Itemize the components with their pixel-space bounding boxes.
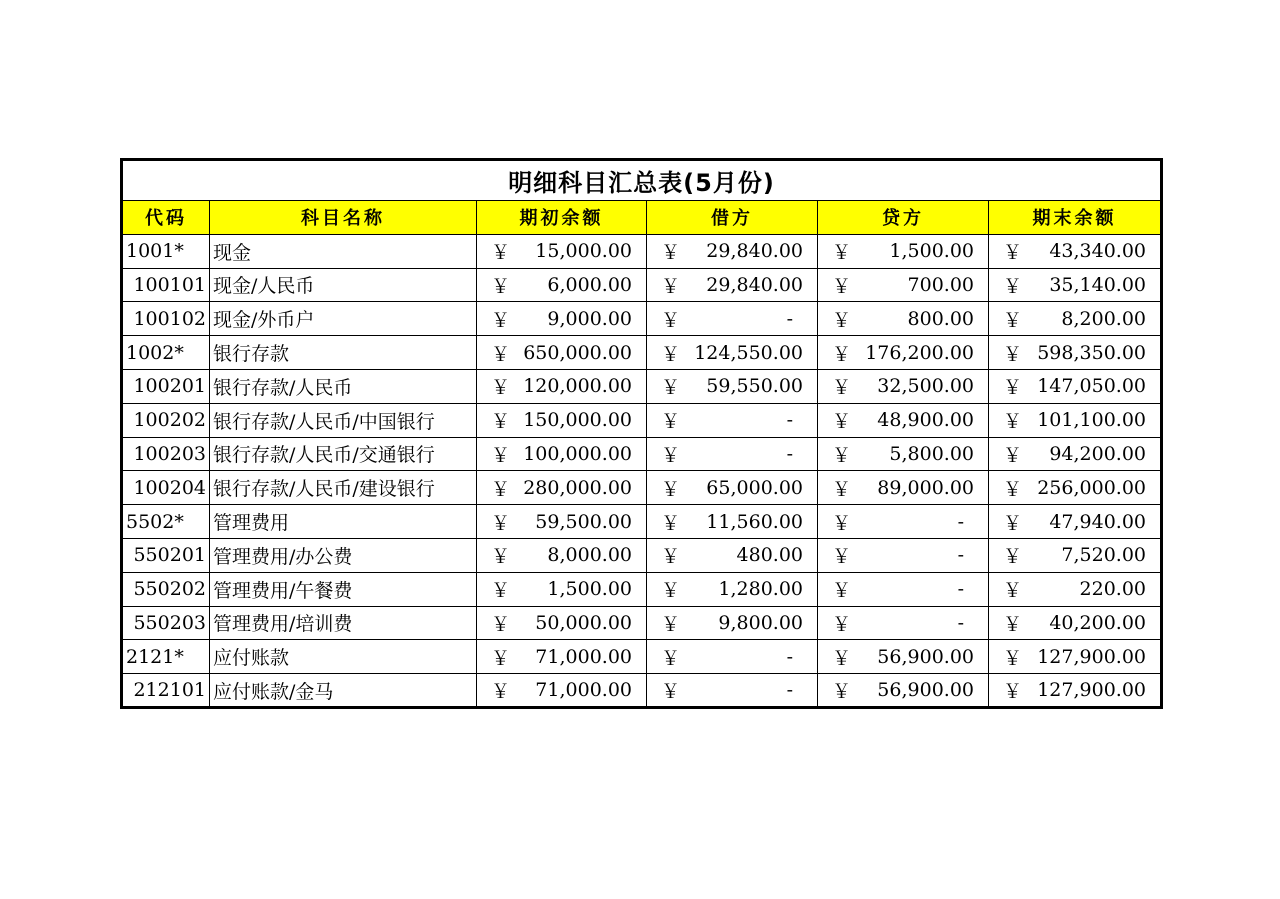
header-account-name: 科目名称 [210, 201, 477, 235]
currency-symbol: ￥ [1003, 376, 1023, 399]
currency-symbol: ￥ [661, 545, 681, 568]
credit-cell [818, 606, 989, 640]
credit-cell [818, 302, 989, 336]
debit-cell [647, 640, 818, 674]
table-row [122, 234, 1162, 268]
account-code-cell: 1002* [122, 336, 210, 370]
currency-symbol: ￥ [661, 579, 681, 602]
closing-balance-cell [989, 403, 1162, 437]
credit-cell [818, 403, 989, 437]
amount-value: 124,550.00 [694, 341, 803, 364]
amount-value: 256,000.00 [1037, 476, 1147, 499]
account-code-cell: 212101 [122, 674, 210, 708]
currency-symbol: ￥ [661, 309, 681, 332]
amount-value: 56,900.00 [877, 645, 974, 668]
amount-value: 1,500.00 [547, 578, 632, 601]
currency-symbol: ￥ [1003, 647, 1023, 670]
table-row [122, 437, 1162, 471]
amount-value: - [786, 307, 793, 330]
currency-symbol: ￥ [661, 241, 681, 264]
credit-cell [818, 674, 989, 708]
currency-symbol: ￥ [661, 478, 681, 501]
currency-symbol: ￥ [832, 478, 852, 501]
amount-value: 59,550.00 [706, 375, 803, 398]
amount-value: - [957, 510, 964, 533]
amount-value: 5,800.00 [889, 442, 974, 465]
opening-balance-cell [477, 606, 647, 640]
debit-cell [647, 471, 818, 505]
currency-symbol: ￥ [491, 343, 511, 366]
currency-symbol: ￥ [661, 444, 681, 467]
account-name-cell: 管理费用 [210, 505, 477, 539]
account-name-cell: 现金/外币户 [210, 302, 477, 336]
debit-cell [647, 302, 818, 336]
amount-value: 176,200.00 [865, 341, 974, 364]
debit-cell [647, 674, 818, 708]
currency-symbol: ￥ [661, 680, 681, 703]
currency-symbol: ￥ [832, 680, 852, 703]
currency-symbol: ￥ [832, 376, 852, 399]
account-code-cell: 550201 [122, 538, 210, 572]
amount-value: 65,000.00 [706, 476, 803, 499]
amount-value: 127,900.00 [1037, 679, 1147, 702]
amount-value: 35,140.00 [1049, 273, 1147, 296]
opening-balance-cell [477, 234, 647, 268]
currency-symbol: ￥ [832, 613, 852, 636]
closing-balance-cell [989, 336, 1162, 370]
debit-cell [647, 606, 818, 640]
debit-cell [647, 403, 818, 437]
account-code-cell: 550202 [122, 572, 210, 606]
header-debit: 借方 [647, 201, 818, 235]
credit-cell [818, 369, 989, 403]
amount-value: 71,000.00 [535, 679, 632, 702]
credit-cell [818, 505, 989, 539]
debit-cell [647, 538, 818, 572]
amount-value: 9,800.00 [718, 611, 803, 634]
opening-balance-cell [477, 471, 647, 505]
currency-symbol: ￥ [491, 680, 511, 703]
amount-value: 280,000.00 [523, 476, 632, 499]
currency-symbol: ￥ [1003, 410, 1023, 433]
account-name-cell: 银行存款 [210, 336, 477, 370]
closing-balance-cell [989, 437, 1162, 471]
closing-balance-cell [989, 505, 1162, 539]
opening-balance-cell [477, 674, 647, 708]
currency-symbol: ￥ [832, 410, 852, 433]
account-code-cell: 550203 [122, 606, 210, 640]
currency-symbol: ￥ [491, 309, 511, 332]
account-code-cell: 1001* [122, 234, 210, 268]
currency-symbol: ￥ [661, 512, 681, 535]
header-opening-balance: 期初余额 [477, 201, 647, 235]
currency-symbol: ￥ [661, 613, 681, 636]
amount-value: 32,500.00 [877, 375, 974, 398]
debit-cell [647, 234, 818, 268]
currency-symbol: ￥ [1003, 444, 1023, 467]
amount-value: 6,000.00 [547, 273, 632, 296]
currency-symbol: ￥ [661, 343, 681, 366]
currency-symbol: ￥ [832, 444, 852, 467]
closing-balance-cell [989, 538, 1162, 572]
currency-symbol: ￥ [491, 376, 511, 399]
closing-balance-cell [989, 471, 1162, 505]
amount-value: 9,000.00 [547, 307, 632, 330]
opening-balance-cell [477, 369, 647, 403]
currency-symbol: ￥ [491, 545, 511, 568]
opening-balance-cell [477, 572, 647, 606]
account-name-cell: 管理费用/办公费 [210, 538, 477, 572]
amount-value: 59,500.00 [535, 510, 632, 533]
account-name-cell: 管理费用/培训费 [210, 606, 477, 640]
amount-value: - [786, 645, 793, 668]
table-row [122, 538, 1162, 572]
account-name-cell: 现金/人民币 [210, 268, 477, 302]
credit-cell [818, 471, 989, 505]
table-row [122, 505, 1162, 539]
closing-balance-cell [989, 640, 1162, 674]
amount-value: 700.00 [907, 273, 974, 296]
currency-symbol: ￥ [1003, 309, 1023, 332]
currency-symbol: ￥ [1003, 343, 1023, 366]
amount-value: 56,900.00 [877, 679, 974, 702]
amount-value: - [786, 442, 793, 465]
currency-symbol: ￥ [832, 275, 852, 298]
account-code-cell: 100204 [122, 471, 210, 505]
table-row [122, 268, 1162, 302]
table-row [122, 403, 1162, 437]
currency-symbol: ￥ [491, 241, 511, 264]
account-name-cell: 应付账款 [210, 640, 477, 674]
closing-balance-cell [989, 234, 1162, 268]
amount-value: 800.00 [907, 307, 974, 330]
amount-value: - [957, 611, 964, 634]
table-row [122, 302, 1162, 336]
table-row [122, 471, 1162, 505]
account-code-cell: 2121* [122, 640, 210, 674]
amount-value: 220.00 [1079, 578, 1147, 601]
table-row [122, 336, 1162, 370]
amount-value: 40,200.00 [1049, 611, 1147, 634]
amount-value: 50,000.00 [535, 611, 632, 634]
currency-symbol: ￥ [1003, 478, 1023, 501]
currency-symbol: ￥ [491, 512, 511, 535]
debit-cell [647, 336, 818, 370]
amount-value: 94,200.00 [1049, 442, 1147, 465]
currency-symbol: ￥ [832, 512, 852, 535]
opening-balance-cell [477, 336, 647, 370]
currency-symbol: ￥ [832, 545, 852, 568]
table-row [122, 640, 1162, 674]
currency-symbol: ￥ [1003, 275, 1023, 298]
amount-value: - [957, 544, 964, 567]
currency-symbol: ￥ [661, 275, 681, 298]
amount-value: 15,000.00 [535, 240, 632, 263]
amount-value: 100,000.00 [523, 442, 632, 465]
title-row [122, 160, 1162, 201]
amount-value: 147,050.00 [1037, 375, 1147, 398]
account-code-cell: 100102 [122, 302, 210, 336]
currency-symbol: ￥ [1003, 613, 1023, 636]
amount-value: 29,840.00 [706, 240, 803, 263]
amount-value: 7,520.00 [1061, 544, 1147, 567]
closing-balance-cell [989, 572, 1162, 606]
credit-cell [818, 268, 989, 302]
currency-symbol: ￥ [832, 647, 852, 670]
amount-value: 650,000.00 [523, 341, 632, 364]
currency-symbol: ￥ [832, 241, 852, 264]
amount-value: - [786, 679, 793, 702]
amount-value: 120,000.00 [523, 375, 632, 398]
debit-cell [647, 268, 818, 302]
currency-symbol: ￥ [1003, 241, 1023, 264]
opening-balance-cell [477, 403, 647, 437]
table-body [122, 160, 1162, 708]
table-row [122, 572, 1162, 606]
opening-balance-cell [477, 437, 647, 471]
credit-cell [818, 437, 989, 471]
account-name-cell: 银行存款/人民币/中国银行 [210, 403, 477, 437]
closing-balance-cell [989, 369, 1162, 403]
amount-value: 47,940.00 [1049, 510, 1147, 533]
account-code-cell: 100202 [122, 403, 210, 437]
debit-cell [647, 437, 818, 471]
debit-cell [647, 369, 818, 403]
amount-value: 101,100.00 [1037, 409, 1147, 432]
amount-value: 127,900.00 [1037, 645, 1147, 668]
amount-value: 11,560.00 [706, 510, 803, 533]
account-name-cell: 银行存款/人民币/交通银行 [210, 437, 477, 471]
currency-symbol: ￥ [832, 309, 852, 332]
amount-value: 8,200.00 [1061, 307, 1147, 330]
debit-cell [647, 505, 818, 539]
currency-symbol: ￥ [832, 579, 852, 602]
credit-cell [818, 538, 989, 572]
amount-value: 150,000.00 [523, 409, 632, 432]
currency-symbol: ￥ [661, 410, 681, 433]
account-code-cell: 100101 [122, 268, 210, 302]
amount-value: 1,500.00 [889, 240, 974, 263]
amount-value: 43,340.00 [1049, 240, 1147, 263]
currency-symbol: ￥ [1003, 680, 1023, 703]
currency-symbol: ￥ [491, 410, 511, 433]
debit-cell [647, 572, 818, 606]
opening-balance-cell [477, 640, 647, 674]
currency-symbol: ￥ [661, 376, 681, 399]
table-row [122, 369, 1162, 403]
amount-value: - [786, 409, 793, 432]
opening-balance-cell [477, 505, 647, 539]
currency-symbol: ￥ [491, 579, 511, 602]
amount-value: 1,280.00 [718, 578, 803, 601]
currency-symbol: ￥ [491, 478, 511, 501]
currency-symbol: ￥ [832, 343, 852, 366]
summary-table [120, 158, 1163, 709]
account-name-cell: 应付账款/金马 [210, 674, 477, 708]
currency-symbol: ￥ [1003, 512, 1023, 535]
credit-cell [818, 640, 989, 674]
header-closing-balance: 期末余额 [989, 201, 1162, 235]
opening-balance-cell [477, 268, 647, 302]
header-row [122, 201, 1162, 235]
account-name-cell: 银行存款/人民币/建设银行 [210, 471, 477, 505]
closing-balance-cell [989, 302, 1162, 336]
closing-balance-cell [989, 268, 1162, 302]
amount-value: 89,000.00 [877, 476, 974, 499]
account-name-cell: 管理费用/午餐费 [210, 572, 477, 606]
amount-value: 71,000.00 [535, 645, 632, 668]
account-name-cell: 银行存款/人民币 [210, 369, 477, 403]
amount-value: 480.00 [736, 544, 803, 567]
amount-value: 48,900.00 [877, 409, 974, 432]
header-code: 代码 [122, 201, 210, 235]
amount-value: - [957, 578, 964, 601]
credit-cell [818, 572, 989, 606]
amount-value: 8,000.00 [547, 544, 632, 567]
table-row [122, 674, 1162, 708]
currency-symbol: ￥ [491, 613, 511, 636]
table-row [122, 606, 1162, 640]
account-name-cell: 现金 [210, 234, 477, 268]
currency-symbol: ￥ [1003, 545, 1023, 568]
currency-symbol: ￥ [491, 444, 511, 467]
table-title: 明细科目汇总表(5月份) [122, 160, 1162, 201]
currency-symbol: ￥ [1003, 579, 1023, 602]
account-code-cell: 100201 [122, 369, 210, 403]
account-code-cell: 5502* [122, 505, 210, 539]
currency-symbol: ￥ [491, 275, 511, 298]
account-code-cell: 100203 [122, 437, 210, 471]
closing-balance-cell [989, 606, 1162, 640]
opening-balance-cell [477, 302, 647, 336]
amount-value: 598,350.00 [1037, 341, 1147, 364]
credit-cell [818, 234, 989, 268]
header-credit: 贷方 [818, 201, 989, 235]
closing-balance-cell [989, 674, 1162, 708]
credit-cell [818, 336, 989, 370]
amount-value: 29,840.00 [706, 273, 803, 296]
opening-balance-cell [477, 538, 647, 572]
currency-symbol: ￥ [491, 647, 511, 670]
currency-symbol: ￥ [661, 647, 681, 670]
